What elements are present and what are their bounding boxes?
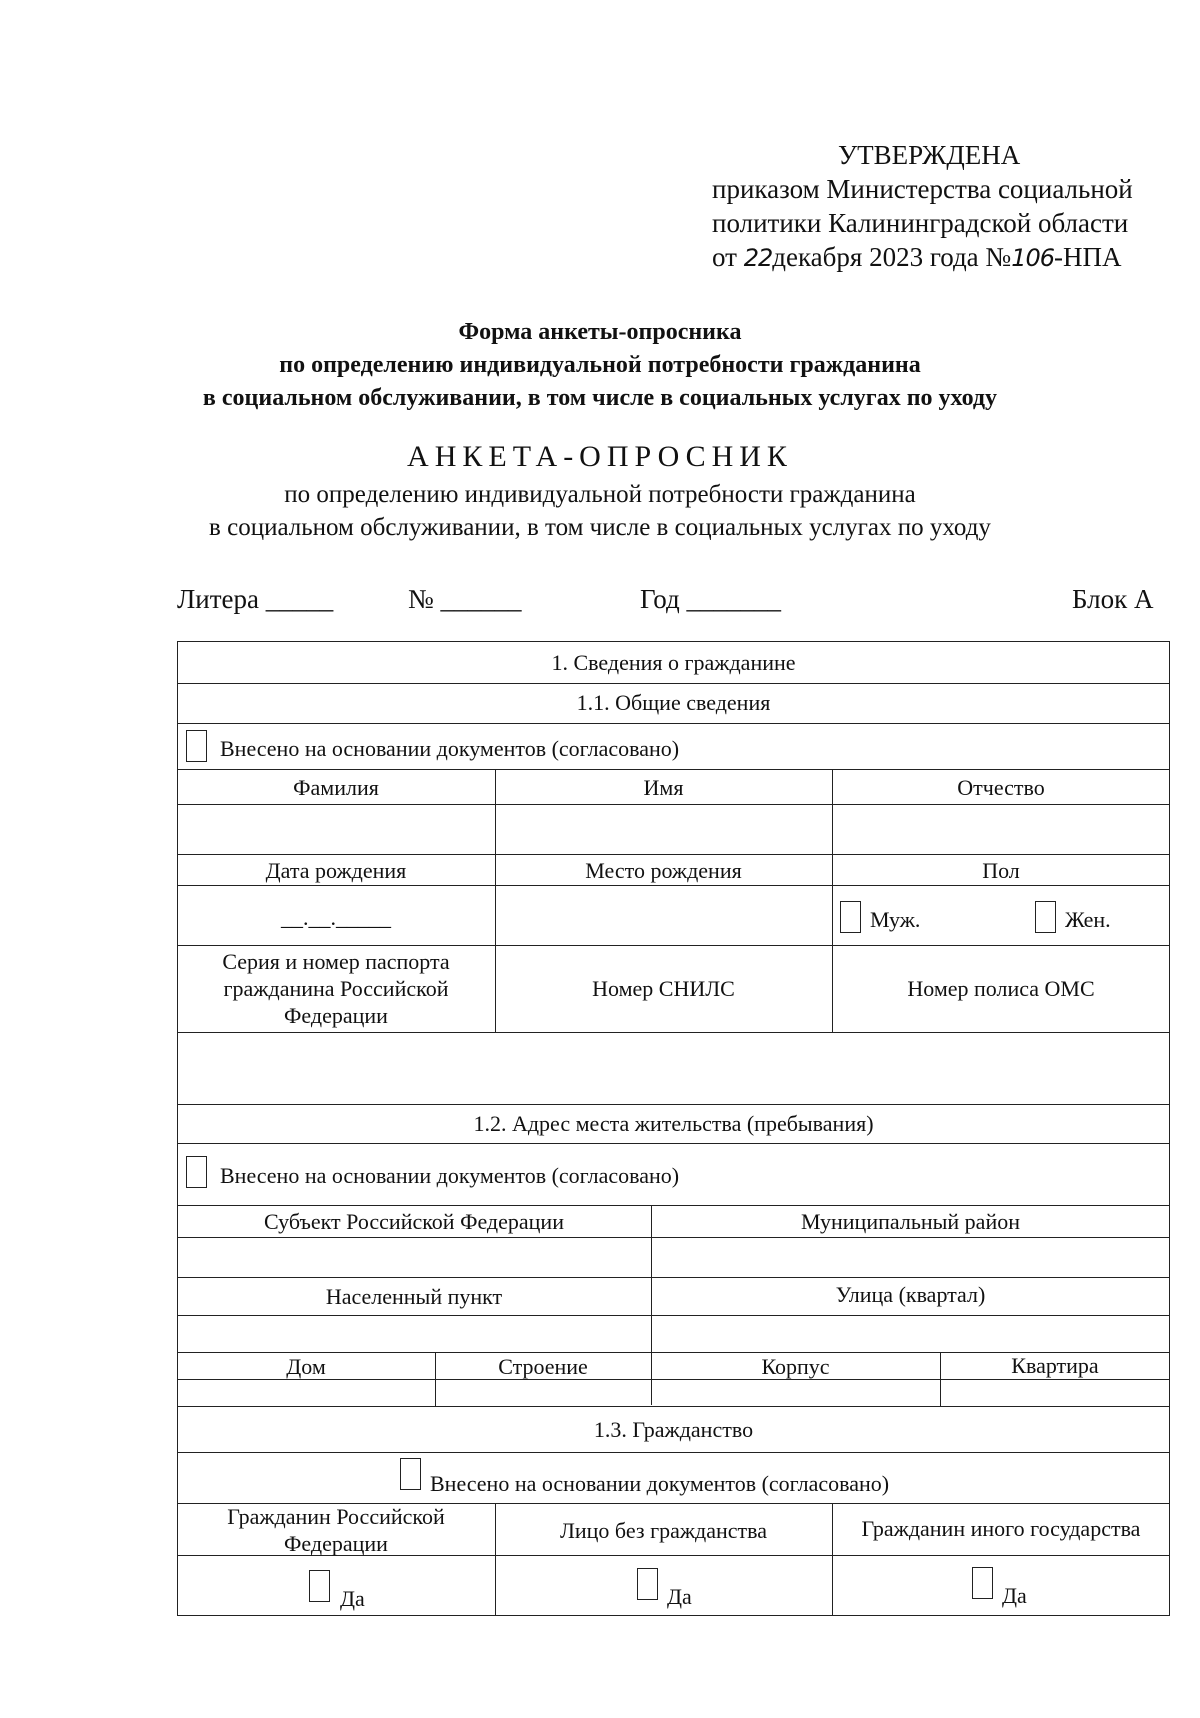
section-1-1-heading: 1.1. Общие сведения <box>576 690 771 715</box>
stateless-yes-checkbox[interactable] <box>637 1568 658 1600</box>
approval-date-prefix: от <box>712 242 737 272</box>
year-field[interactable]: Год _______ <box>640 584 781 614</box>
row-divider <box>177 1406 1170 1407</box>
section-1-heading: 1. Сведения о гражданине <box>551 650 796 675</box>
litera-field[interactable]: Литера _____ <box>177 584 334 614</box>
oms-header: Номер полиса ОМС <box>907 976 1095 1001</box>
row-divider <box>177 769 1170 770</box>
form-title-line-3: в социальном обслуживании, в том числе в социальных услугах по уходу <box>202 385 998 411</box>
block-input[interactable] <box>653 1380 938 1405</box>
block-header: Корпус <box>761 1354 830 1379</box>
rf-citizen-header-line-1: Гражданин Российской <box>227 1504 445 1529</box>
apartment-input[interactable] <box>942 1380 1168 1405</box>
passport-header-line-1: Серия и номер паспорта <box>222 949 450 974</box>
house-input[interactable] <box>179 1380 433 1405</box>
entered-checkbox-1-1[interactable] <box>186 730 207 762</box>
building-input[interactable] <box>437 1380 649 1405</box>
rf-citizen-yes-label: Да <box>340 1586 365 1611</box>
approval-line-1: приказом Министерства социальной <box>712 174 1133 204</box>
rf-citizen-header <box>177 1503 495 1557</box>
female-checkbox[interactable] <box>1035 901 1056 933</box>
approval-date-middle: декабря 2023 года № <box>772 242 1012 272</box>
passport-header-line-2: гражданина Российской <box>223 976 449 1001</box>
foreign-citizen-yes-checkbox[interactable] <box>972 1567 993 1599</box>
birth-place-header: Место рождения <box>585 858 742 883</box>
entered-checkbox-1-2[interactable] <box>186 1156 207 1188</box>
surname-header: Фамилия <box>293 775 379 800</box>
subject-input[interactable] <box>179 1238 649 1276</box>
approval-heading: УТВЕРЖДЕНА <box>838 140 1021 170</box>
number-field[interactable]: № ______ <box>408 584 522 614</box>
locality-input[interactable] <box>179 1316 649 1352</box>
form-title-line-2: по определению индивидуальной потребности гражданина <box>279 352 921 378</box>
form-title-line-1: Форма анкеты-опросника <box>458 319 742 345</box>
entered-label-1-2: Внесено на основании документов (согласовано) <box>220 1163 680 1188</box>
row-divider <box>177 1452 1170 1453</box>
patronymic-header: Отчество <box>957 775 1045 800</box>
passport-input[interactable] <box>179 1033 493 1103</box>
block-label: Блок А <box>1072 584 1154 614</box>
questionnaire-subtitle-line-2: в социальном обслуживании, в том числе в социальных услугах по уходу <box>209 514 991 541</box>
approval-day-handwritten: 22 <box>743 244 773 272</box>
section-1-3-heading: 1.3. Гражданство <box>593 1417 754 1442</box>
passport-header-line-3: Федерации <box>284 1003 388 1028</box>
subject-header: Субъект Российской Федерации <box>264 1209 564 1234</box>
female-label: Жен. <box>1065 907 1111 932</box>
entered-label-1-3: Внесено на основании документов (согласовано) <box>430 1471 890 1496</box>
row-divider <box>177 1205 1170 1206</box>
district-header: Муниципальный район <box>801 1209 1020 1234</box>
foreign-citizen-header: Гражданин иного государства <box>861 1516 1141 1541</box>
foreign-citizen-yes-label: Да <box>1002 1583 1027 1608</box>
entered-checkbox-1-3[interactable] <box>400 1458 421 1490</box>
patronymic-input[interactable] <box>834 805 1168 853</box>
approval-line-2: политики Калининградской области <box>712 208 1129 238</box>
building-header: Строение <box>498 1354 588 1379</box>
birth-date-header: Дата рождения <box>265 858 407 883</box>
row-divider <box>177 854 1170 855</box>
name-input[interactable] <box>497 805 830 853</box>
section-1-2-heading: 1.2. Адрес места жительства (пребывания) <box>473 1111 874 1136</box>
stateless-header: Лицо без гражданства <box>559 1518 768 1543</box>
row-divider <box>177 945 1170 946</box>
snils-header: Номер СНИЛС <box>592 976 735 1001</box>
questionnaire-title: АНКЕТА-ОПРОСНИК <box>407 440 793 473</box>
row-divider <box>177 723 1170 724</box>
passport-header <box>177 948 495 1029</box>
table-border-bottom <box>177 1615 1170 1616</box>
approval-number-handwritten: 106 <box>1011 244 1054 272</box>
apartment-header: Квартира <box>1011 1353 1099 1378</box>
birth-date-input[interactable]: __.__._____ <box>281 905 391 930</box>
form-title <box>0 316 1200 415</box>
stateless-yes-label: Да <box>667 1584 692 1609</box>
rf-citizen-header-line-2: Федерации <box>284 1531 388 1556</box>
row-divider <box>177 1143 1170 1144</box>
approval-suffix: -НПА <box>1054 242 1122 272</box>
row-divider <box>177 1277 1170 1278</box>
approval-date-line <box>712 240 1172 275</box>
house-header: Дом <box>286 1354 326 1379</box>
street-input[interactable] <box>653 1316 1168 1352</box>
questionnaire-subtitle-line-1: по определению индивидуальной потребности гражданина <box>284 481 916 508</box>
name-header: Имя <box>643 775 684 800</box>
entered-label-1-1: Внесено на основании документов (согласовано) <box>220 736 680 761</box>
male-checkbox[interactable] <box>840 901 861 933</box>
citizen-info-table <box>177 641 1170 1616</box>
locality-header: Населенный пункт <box>325 1284 503 1309</box>
rf-citizen-yes-checkbox[interactable] <box>309 1570 330 1602</box>
row-divider <box>177 683 1170 684</box>
sex-header: Пол <box>982 858 1020 883</box>
district-input[interactable] <box>653 1238 1168 1276</box>
street-header: Улица (квартал) <box>835 1282 986 1307</box>
oms-input[interactable] <box>834 1033 1168 1103</box>
approval-stamp <box>712 138 1172 275</box>
table-border-top <box>177 641 1170 642</box>
birth-place-input[interactable] <box>497 886 830 944</box>
male-label: Муж. <box>870 907 921 932</box>
questionnaire-subtitle <box>0 478 1200 544</box>
surname-input[interactable] <box>179 805 493 853</box>
row-divider <box>177 1104 1170 1105</box>
snils-input[interactable] <box>497 1033 830 1103</box>
